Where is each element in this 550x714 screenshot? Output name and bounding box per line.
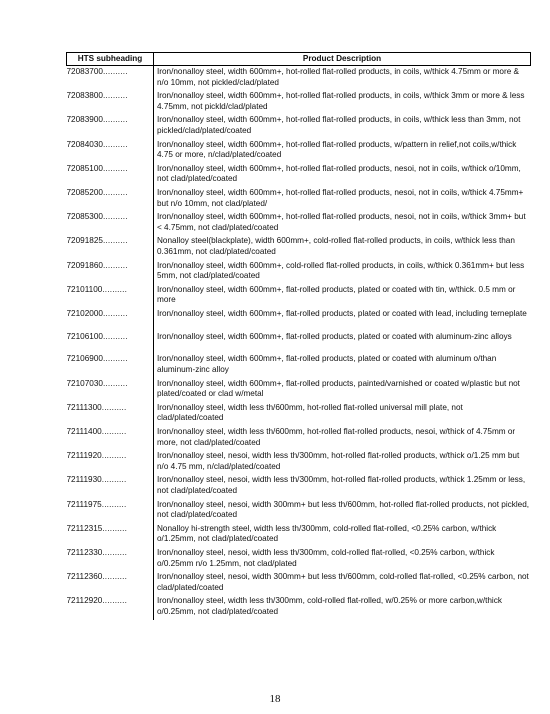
- hts-code: 72112360: [66, 572, 103, 582]
- table-row: [67, 402, 531, 426]
- hts-code-cell: [67, 260, 154, 284]
- product-description-cell: Iron/nonalloy steel, width 600mm+, hot-rolled flat-rolled products, in coils, w/thick less than 3mm, not pickled/clad/plated/coated: [157, 115, 521, 135]
- dot-leader: ..........: [102, 115, 128, 125]
- product-description-cell: Iron/nonalloy steel, width less th/600mm, hot-rolled flat-rolled products, nesoi, w/thick of 4.75mm or more, not clad/plated/coated: [157, 427, 516, 447]
- product-description-cell: Iron/nonalloy steel, width 600mm+, hot-rolled flat-rolled products, nesoi, not in coils, w/thick 4.75mm+ but n/o 10mm, not clad/plated/: [157, 187, 524, 208]
- product-description-cell: Iron/nonalloy steel, width 600mm+, hot-rolled flat-rolled products, in coils, w/thick 4.75mm or more & n/o 10mm, not pickled/clad/plated: [157, 67, 519, 87]
- hts-code: 72111930: [66, 475, 102, 485]
- dot-leader: ..........: [102, 212, 128, 222]
- table-row: [67, 308, 531, 331]
- table-row: [67, 331, 531, 354]
- hts-code-cell: [67, 139, 154, 163]
- hts-code-cell: [67, 187, 154, 211]
- hts-code: 72106100: [66, 331, 103, 341]
- dot-leader: ..........: [102, 331, 128, 341]
- hts-code: 72111920: [66, 451, 102, 461]
- hts-code: 72083700: [66, 67, 103, 76]
- hts-code-cell: [67, 353, 154, 377]
- table-row: [67, 450, 531, 474]
- table-row: [67, 66, 531, 91]
- dot-leader: ..........: [101, 402, 127, 412]
- table-row: [67, 235, 531, 259]
- hts-code: 72112315: [66, 523, 103, 533]
- dot-leader: ..........: [101, 451, 127, 461]
- table-row: [67, 426, 531, 450]
- hts-code-cell: [67, 474, 154, 498]
- table-row: [67, 90, 531, 114]
- product-description-cell: Iron/nonalloy steel, nesoi, width less th/300mm, hot-rolled flat-rolled products, w/thick o/1.25 mm but n/o 4.75 mm, n/clad/plated/coated: [157, 451, 520, 471]
- hts-code: 72083900: [66, 115, 103, 125]
- table-row: [67, 474, 531, 498]
- column-header-product-description: Product Description: [154, 53, 531, 66]
- product-description-cell: Nonalloy hi-strength steel, width less th/300mm, cold-rolled flat-rolled, <0.25% carbon, w/thick o/1.25mm, not clad/plated/coated: [157, 523, 497, 544]
- product-description-cell: Iron/nonalloy steel, width 600mm+, flat-rolled products, plated or coated with aluminum o/than aluminum-zinc alloy: [157, 354, 497, 375]
- hts-code-cell: [67, 211, 154, 235]
- product-description-cell: Nonalloy steel(blackplate), width 600mm+, cold-rolled flat-rolled products, in coils, w/thick less than 0.361mm, not clad/plated/coated: [157, 236, 515, 256]
- hts-code: 72101100: [66, 284, 103, 294]
- table-row: [67, 571, 531, 595]
- dot-leader: ..........: [102, 139, 128, 149]
- hts-code-cell: [67, 114, 154, 138]
- dot-leader: ..........: [102, 187, 128, 197]
- hts-code: 72112920: [66, 596, 103, 606]
- hts-code-cell: [67, 308, 154, 331]
- hts-code-cell: [67, 595, 154, 619]
- hts-code: 72111300: [66, 402, 102, 412]
- hts-code: 72085300: [66, 212, 103, 222]
- dot-leader: ..........: [102, 354, 128, 364]
- table-row: [67, 284, 531, 308]
- hts-code: 72112330: [66, 547, 103, 557]
- hts-code-cell: [67, 426, 154, 450]
- product-description-cell: Iron/nonalloy steel, width 600mm+, hot-rolled flat-rolled products, nesoi, not in coils, w/thick o/10mm, not clad/plated/coated: [157, 163, 521, 184]
- table-row: [67, 378, 531, 402]
- product-description-cell: Iron/nonalloy steel, width 600mm+, flat-rolled products, plated or coated with lead, including terneplate: [157, 308, 527, 318]
- table-header-row: [67, 53, 531, 66]
- dot-leader: ..........: [101, 499, 127, 509]
- product-description-cell: Iron/nonalloy steel, width less th/600mm, hot-rolled flat-rolled universal mill plate, not clad/plated/coated: [157, 402, 463, 423]
- hts-code: 72102000: [66, 308, 103, 318]
- product-description-cell: Iron/nonalloy steel, width 600mm+, flat-rolled products, plated or coated with tin, w/thick. 0.5 mm or more: [157, 284, 516, 305]
- product-description-cell: Iron/nonalloy steel, width 600mm+, flat-rolled products, plated or coated with aluminum-zinc alloys: [157, 331, 512, 341]
- hts-code-cell: [67, 66, 154, 91]
- column-header-hts-subheading: HTS subheading: [67, 53, 154, 66]
- hts-code: 72085200: [66, 187, 103, 197]
- hts-code-cell: [67, 450, 154, 474]
- hts-code-cell: [67, 499, 154, 523]
- dot-leader: ..........: [102, 596, 128, 606]
- hts-table: [66, 52, 531, 620]
- page-number: 18: [269, 693, 281, 705]
- dot-leader: ..........: [102, 523, 128, 533]
- table-row: [67, 114, 531, 138]
- dot-leader: ..........: [102, 378, 128, 388]
- product-description-cell: Iron/nonalloy steel, width 600mm+, cold-rolled flat-rolled products, in coils, w/thick 0.361mm+ but less 5mm, not clad/plated/coated: [157, 260, 525, 281]
- table-row: [67, 547, 531, 571]
- hts-code-cell: [67, 331, 154, 354]
- hts-code-cell: [67, 284, 154, 308]
- dot-leader: ..........: [101, 427, 127, 437]
- table-row: [67, 211, 531, 235]
- hts-code-cell: [67, 378, 154, 402]
- product-description-cell: Iron/nonalloy steel, width 600mm+, hot-rolled flat-rolled products, w/pattern in relief,not coils,w/thick 4.75 or more, n/clad/plated/coated: [157, 139, 517, 160]
- hts-code-cell: [67, 163, 154, 187]
- table-body: [67, 66, 531, 620]
- hts-code: 72091825: [66, 236, 103, 246]
- product-description-cell: Iron/nonalloy steel, width 600mm+, hot-rolled flat-rolled products, nesoi, not in coils, w/thick 3mm+ but < 4.75mm, not clad/plated/coated: [157, 212, 526, 232]
- dot-leader: ..........: [102, 284, 128, 294]
- hts-code: 72083800: [66, 91, 103, 101]
- product-description-cell: Iron/nonalloy steel, nesoi, width less th/300mm, hot-rolled flat-rolled products, w/thick 1.25mm or less, not clad/plated/coated: [157, 475, 526, 495]
- hts-code-cell: [67, 547, 154, 571]
- dot-leader: ..........: [102, 91, 128, 101]
- product-description-cell: Iron/nonalloy steel, nesoi, width less th/300mm, cold-rolled flat-rolled, <0.25% carbon, w/thick o/0.25mm n/o 1.25mm, not clad/plated: [157, 547, 495, 568]
- hts-code-cell: [67, 235, 154, 259]
- dot-leader: ..........: [102, 308, 128, 318]
- hts-code-cell: [67, 402, 154, 426]
- product-description-cell: Iron/nonalloy steel, width 600mm+, flat-rolled products, painted/varnished or coated w/plastic but not plated/coated or clad w/metal: [157, 378, 520, 399]
- dot-leader: ..........: [101, 475, 127, 485]
- dot-leader: ..........: [102, 67, 128, 76]
- hts-code: 72106900: [66, 354, 103, 364]
- hts-code: 72085100: [66, 163, 103, 173]
- product-description-cell: Iron/nonalloy steel, width less th/300mm, cold-rolled flat-rolled, w/0.25% or more carbon,w/thick o/0.25mm, not clad/plated/coated: [157, 596, 502, 616]
- dot-leader: ..........: [102, 547, 128, 557]
- hts-code-cell: [67, 571, 154, 595]
- table-row: [67, 499, 531, 523]
- hts-code-cell: [67, 90, 154, 114]
- dot-leader: ..........: [102, 163, 128, 173]
- table-row: [67, 523, 531, 547]
- table-row: [67, 163, 531, 187]
- hts-code: 72091860: [66, 260, 103, 270]
- table-row: [67, 595, 531, 619]
- table-row: [67, 187, 531, 211]
- dot-leader: ..........: [102, 260, 128, 270]
- hts-code-cell: [67, 523, 154, 547]
- hts-code: 72107030: [66, 378, 103, 388]
- product-description-cell: Iron/nonalloy steel, nesoi, width 300mm+ but less th/600mm, cold-rolled flat-rolled, <0.25% carbon, not clad/plated/coated: [157, 572, 529, 592]
- dot-leader: ..........: [102, 572, 128, 582]
- hts-code: 72111400: [66, 427, 102, 437]
- product-description-cell: Iron/nonalloy steel, nesoi, width 300mm+ but less th/600mm, hot-rolled flat-rolled products, not pickled, not clad/plated/coated: [157, 499, 530, 520]
- table-row: [67, 260, 531, 284]
- hts-code: 72084030: [66, 139, 103, 149]
- product-description-cell: Iron/nonalloy steel, width 600mm+, hot-rolled flat-rolled products, in coils, w/thick 3mm or more & less 4.75mm, not pickld/clad/plated: [157, 91, 525, 111]
- table-row: [67, 139, 531, 163]
- hts-code: 72111975: [66, 499, 102, 509]
- dot-leader: ..........: [102, 236, 128, 246]
- table-row: [67, 353, 531, 377]
